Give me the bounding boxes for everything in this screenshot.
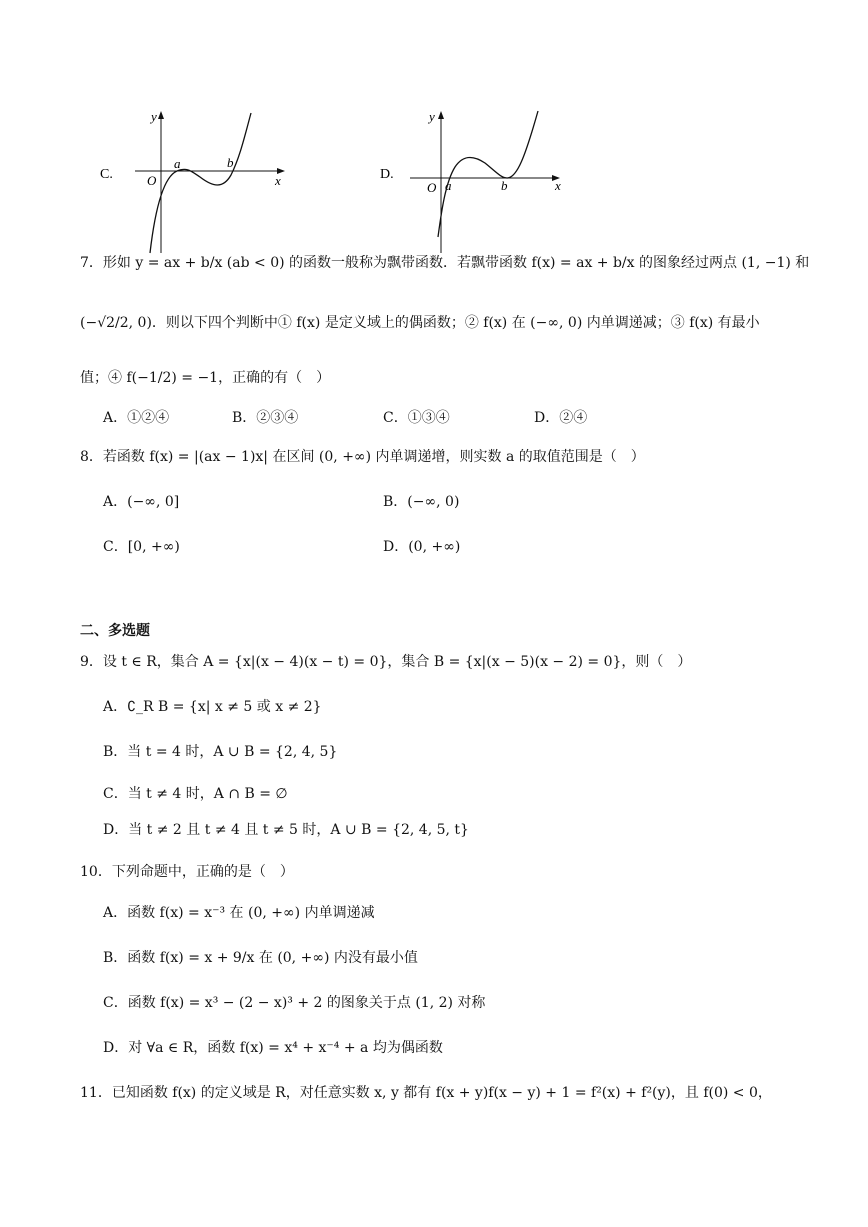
- q7-option-a[interactable]: A．①②④: [103, 410, 170, 426]
- q10-stem: 10．下列命题中，正确的是（ ）: [80, 864, 294, 880]
- q9-stem: 9．设 t ∈ R，集合 A = {x|(x − 4)(x − t) = 0}，集合 B = {x|(x − 5)(x − 2) = 0}，则（ ）: [80, 654, 692, 670]
- q7-stem-line3: 值；④ f(−1/2) = −1，正确的有（ ）: [80, 370, 331, 386]
- q10-option-b[interactable]: B．函数 f(x) = x + 9/x 在 (0, +∞) 内没有最小值: [103, 950, 418, 966]
- graph-c-y-label: y: [151, 109, 157, 124]
- q10-option-a[interactable]: A．函数 f(x) = x⁻³ 在 (0, +∞) 内单调递减: [103, 905, 375, 921]
- q9-option-a[interactable]: A．∁_R B = {x| x ≠ 5 或 x ≠ 2}: [103, 699, 322, 715]
- q7-stem-line1: 7．形如 y = ax + b/x (ab < 0) 的函数一般称为飘带函数．若飘带函数 f(x) = ax + b/x 的图象经过两点 (1, −1) 和: [80, 255, 810, 271]
- graph-c-x-label: x: [275, 173, 281, 188]
- section-heading-multiple-choice: 二、多选题: [80, 623, 150, 639]
- graph-d-x-label: x: [555, 178, 561, 193]
- q11-stem: 11．已知函数 f(x) 的定义域是 R，对任意实数 x, y 都有 f(x + y)f(x − y) + 1 = f²(x) + f²(y)，且 f(0) < 0，: [80, 1085, 772, 1101]
- graph-c-b-label: b: [227, 155, 234, 170]
- q8-option-d[interactable]: D．(0, +∞): [383, 539, 461, 555]
- q7-option-c[interactable]: C．①③④: [383, 410, 450, 426]
- q9-option-d[interactable]: D．当 t ≠ 2 且 t ≠ 4 且 t ≠ 5 时，A ∪ B = {2, 4, 5, t}: [103, 822, 469, 838]
- graph-c-letter: C.: [100, 167, 113, 182]
- q9-option-c[interactable]: C．当 t ≠ 4 时，A ∩ B = ∅: [103, 786, 288, 802]
- q10-option-c[interactable]: C．函数 f(x) = x³ − (2 − x)³ + 2 的图象关于点 (1, 2) 对称: [103, 995, 486, 1011]
- graph-c-origin: O: [147, 173, 157, 188]
- graph-option-d: [375, 105, 575, 255]
- q10-option-d[interactable]: D．对 ∀a ∈ R，函数 f(x) = x⁴ + x⁻⁴ + a 均为偶函数: [103, 1040, 443, 1056]
- graph-d-a-label: a: [445, 178, 452, 193]
- q7-stem-line2: (−√2/2, 0)．则以下四个判断中① f(x) 是定义域上的偶函数；② f(x) 在 (−∞, 0) 内单调递减；③ f(x) 有最小: [80, 315, 760, 331]
- graph-c-a-label: a: [174, 156, 181, 171]
- graph-d-letter: D.: [380, 167, 394, 182]
- q9-option-b[interactable]: B．当 t = 4 时，A ∪ B = {2, 4, 5}: [103, 744, 338, 760]
- graph-d-y-label: y: [429, 109, 435, 124]
- graph-d-origin: O: [427, 180, 437, 195]
- q8-stem: 8．若函数 f(x) = |(ax − 1)x| 在区间 (0, +∞) 内单调递增，则实数 a 的取值范围是（ ）: [80, 449, 645, 465]
- graph-option-c: [95, 105, 295, 255]
- q7-option-d[interactable]: D．②④: [534, 410, 588, 426]
- q8-option-b[interactable]: B．(−∞, 0): [383, 494, 460, 510]
- q8-option-c[interactable]: C．[0, +∞): [103, 539, 180, 555]
- q7-option-b[interactable]: B．②③④: [232, 410, 299, 426]
- q8-option-a[interactable]: A．(−∞, 0]: [103, 494, 180, 510]
- graph-d-b-label: b: [501, 178, 508, 193]
